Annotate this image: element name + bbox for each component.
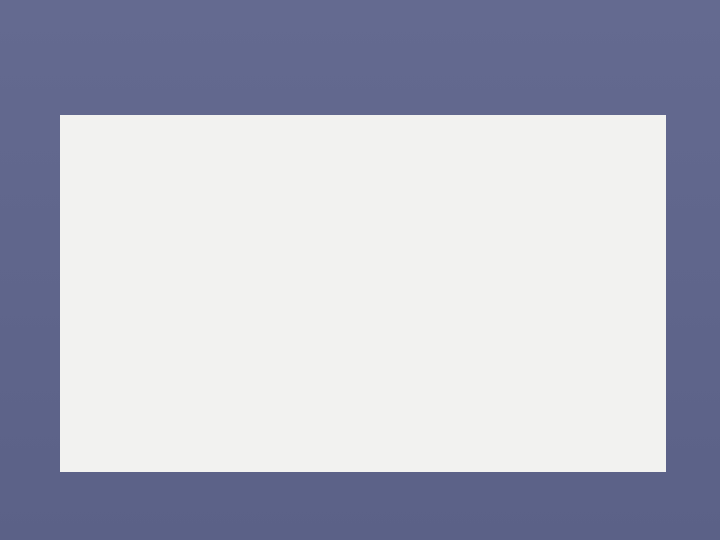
form-document-scan — [60, 115, 666, 472]
form-table-grid — [60, 115, 666, 472]
